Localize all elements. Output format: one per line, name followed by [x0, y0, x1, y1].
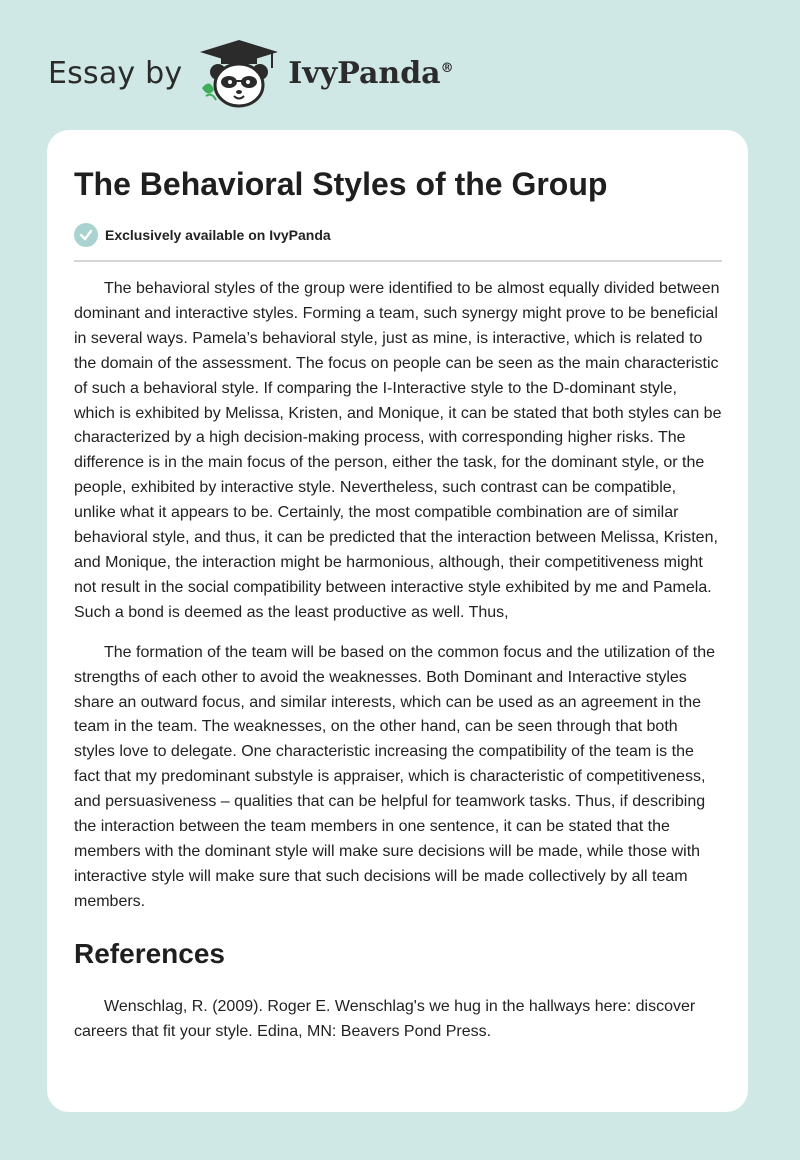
page-title: The Behavioral Styles of the Group [74, 166, 608, 202]
body-paragraph-1: The behavioral styles of the group were identified to be almost equally divided between dominant and interactive styles. Forming a team, such synergy might prove to be beneficial in several ways. Pamela’s behavioral style, just as mine, is interactive, which is related to the domain of the assessment. The focus on people can be seen as the main characteristic of such a behavioral style. If comparing the I-Interactive style to the D-dominant style, which is exhibited by Melissa, Kristen, and Monique, it can be stated that both styles can be characterized by a high decision-making process, with corresponding higher risks. The difference is in the main focus of the person, either the task, for the dominant style, or the people, exhibited by interactive style. Nevertheless, such contrast can be compatible, unlike what it appears to be. Certainly, the most compatible combination are of similar behavioral style, and thus, it can be predicted that the interaction between Melissa, Kristen, and Monique, the interaction might be harmonious, although, their competitiveness might not result in the social compatibility between interactive style exhibited by me and Pamela. Such a bond is deemed as the least productive as well. Thus, [74, 280, 722, 621]
brand-name[interactable]: IvyPanda® [288, 55, 454, 91]
exclusive-badge-label: Exclusively available on IvyPanda [105, 227, 331, 243]
exclusive-badge [74, 222, 722, 248]
panda-graduate-logo-icon[interactable] [196, 38, 282, 108]
body-paragraph-2: The formation of the team will be based on the common focus and the utilization of the strengths of each other to avoid the weaknesses. Both Dominant and Interactive styles share an outward focus, and similar interests, which can be used as an agreement in the team in the team. The weaknesses, on the other hand, can be seen through that both styles love to delegate. One characteristic increasing the compatibility of the team is the fact that my predominant substyle is appraiser, which is characteristic of competitiveness, and persuasiveness – qualities that can be helpful for teamwork tasks. Thus, if describing the interaction between the team members in one sentence, it can be stated that the members with the dominant style will make sure decisions will be made, while those with interactive style will make sure that such decisions will be made collectively by all team members. [74, 643, 716, 910]
references-heading: References [74, 937, 225, 969]
registered-mark: ® [440, 60, 454, 76]
essay-card [47, 130, 748, 1112]
divider [74, 260, 722, 262]
site-header [48, 36, 454, 110]
essay-by-label: Essay by [48, 55, 183, 91]
reference-item: Wenschlag, R. (2009). Roger E. Wenschlag's we hug in the hallways here: discover careers that fit your style. Edina, MN: Beavers Pond Press. [74, 997, 696, 1040]
check-icon [74, 223, 98, 247]
